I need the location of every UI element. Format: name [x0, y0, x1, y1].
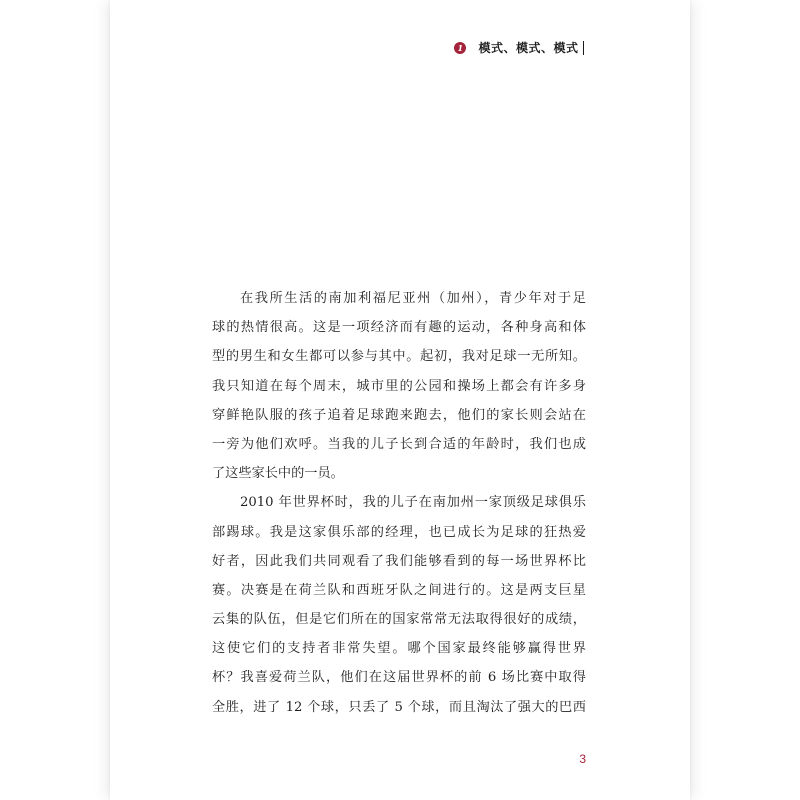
text-line: 球的热情很高。这是一项经济而有趣的运动，各种身高和体 [212, 320, 586, 336]
text-line: 在我所生活的南加利福尼亚州（加州），青少年对于足 [240, 291, 586, 306]
text-line: 云集的队伍，但是它们所在的国家常常无法取得很好的成绩， [212, 612, 586, 628]
running-head [454, 39, 584, 56]
text-line: 部踢球。我是这家俱乐部的经理，也已成长为足球的狂热爱 [212, 524, 586, 540]
text-line: 穿鲜艳队服的孩子追着足球跑来跑去，他们的家长则会站在 [212, 407, 586, 423]
text-line: 好者，因此我们共同观看了我们能够看到的每一场世界杯比 [212, 553, 586, 569]
text-line: 一旁为他们欢呼。当我的儿子长到合适的年龄时，我们也成 [212, 436, 586, 452]
text-line: 全胜，进了 12 个球，只丢了 5 个球，而且淘汰了强大的巴西 [212, 699, 586, 715]
paragraph-2 [212, 488, 586, 722]
body-text [212, 284, 586, 722]
paragraph-1 [212, 284, 586, 488]
text-line: 赛。决赛是在荷兰队和西班牙队之间进行的。这是两支巨星 [212, 582, 586, 598]
page-number: 3 [579, 752, 586, 766]
text-line: 杯？我喜爱荷兰队，他们在这届世界杯的前 6 场比赛中取得 [212, 670, 586, 686]
text-line: 2010 年世界杯时，我的儿子在南加州一家顶级足球俱乐 [240, 495, 586, 511]
chapter-title: 模式、模式、模式 [478, 41, 579, 55]
text-line: 了这些家长中的一员。 [212, 466, 344, 482]
text-line: 我只知道在每个周末，城市里的公园和操场上都会有许多身 [212, 378, 586, 394]
chapter-number-badge: 1 [454, 42, 466, 54]
text-line: 型的男生和女生都可以参与其中。起初，我对足球一无所知。 [212, 349, 586, 365]
text-line: 这使它们的支持者非常失望。哪个国家最终能够赢得世界 [212, 641, 586, 657]
book-page [110, 0, 690, 800]
header-rule [583, 41, 585, 55]
